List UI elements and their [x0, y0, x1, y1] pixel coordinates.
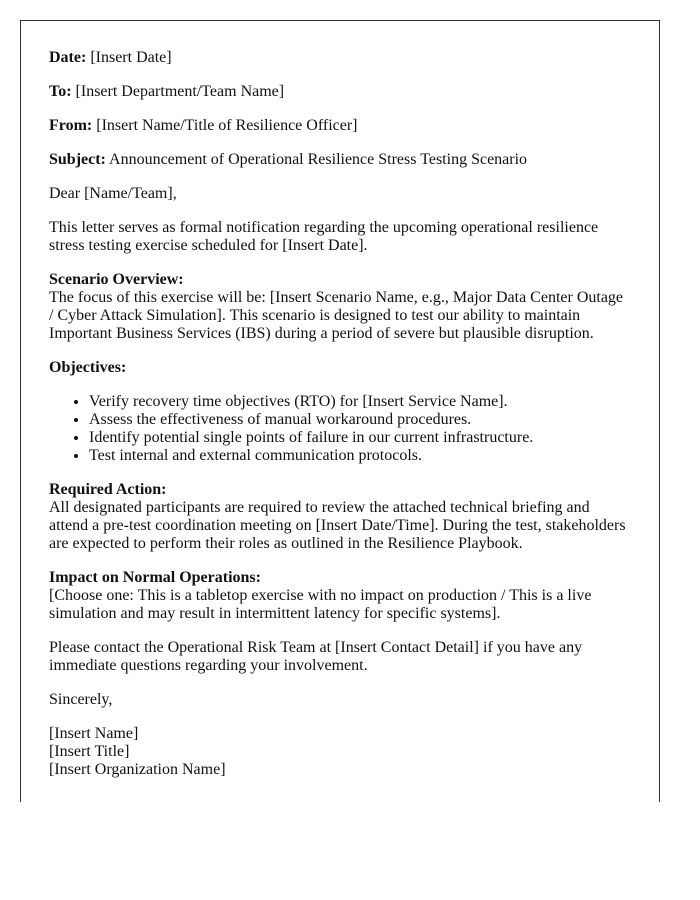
intro-paragraph: This letter serves as formal notification regarding the upcoming operational resilience stress testing exercise scheduled for [Insert Date]. — [49, 219, 599, 254]
objectives-section — [49, 359, 631, 465]
signature-organization: [Insert Organization Name] — [49, 761, 226, 778]
objective-item: • Assess the effectiveness of manual workaround procedures. — [89, 411, 631, 429]
scenario-overview-section — [49, 271, 631, 343]
from-label: From: — [49, 117, 93, 134]
subject-line — [49, 151, 631, 169]
letter-page — [20, 20, 660, 802]
signature-title: [Insert Title] — [49, 743, 130, 760]
impact-body: [Choose one: This is a tabletop exercise with no impact on production / This is a live simulation and may result in intermittent latency for specific systems]. — [49, 587, 592, 622]
scenario-overview-body: The focus of this exercise will be: [Insert Scenario Name, e.g., Major Data Center Outage / Cyber Attack Simulation]. This scenario is designed to test our ability to maintain Important Business Services (IBS) during a period of severe but plausible disruption. — [49, 289, 624, 342]
to-value: [Insert Department/Team Name] — [75, 83, 285, 100]
to-line — [49, 83, 631, 101]
from-value: [Insert Name/Title of Resilience Officer] — [96, 117, 358, 134]
date-line — [49, 49, 631, 67]
date-label: Date: — [49, 49, 87, 66]
objective-item: • Test internal and external communication protocols. — [89, 447, 631, 465]
impact-section — [49, 569, 631, 623]
required-action-section — [49, 481, 631, 553]
signature-name: [Insert Name] — [49, 725, 139, 742]
subject-value: Announcement of Operational Resilience Stress Testing Scenario — [109, 151, 528, 168]
impact-title: Impact on Normal Operations: — [49, 569, 261, 586]
required-action-title: Required Action: — [49, 481, 167, 498]
closing: Sincerely, — [49, 691, 113, 708]
subject-label: Subject: — [49, 151, 106, 168]
required-action-body: All designated participants are required to review the attached technical briefing and attend a pre-test coordination meeting on [Insert Date/Time]. During the test, stakeholders are expected to perform their roles as outlined in the Resilience Playbook. — [49, 499, 626, 552]
from-line — [49, 117, 631, 135]
objectives-title: Objectives: — [49, 359, 127, 376]
objective-item: • Identify potential single points of failure in our current infrastructure. — [89, 429, 631, 447]
objective-item: • Verify recovery time objectives (RTO) for [Insert Service Name]. — [89, 393, 631, 411]
contact-paragraph: Please contact the Operational Risk Team at [Insert Contact Detail] if you have any immediate questions regarding your involvement. — [49, 639, 583, 674]
signature-block — [49, 725, 631, 779]
scenario-overview-title: Scenario Overview: — [49, 271, 184, 288]
date-value: [Insert Date] — [90, 49, 172, 66]
objectives-list — [49, 393, 631, 465]
to-label: To: — [49, 83, 72, 100]
salutation: Dear [Name/Team], — [49, 185, 177, 202]
